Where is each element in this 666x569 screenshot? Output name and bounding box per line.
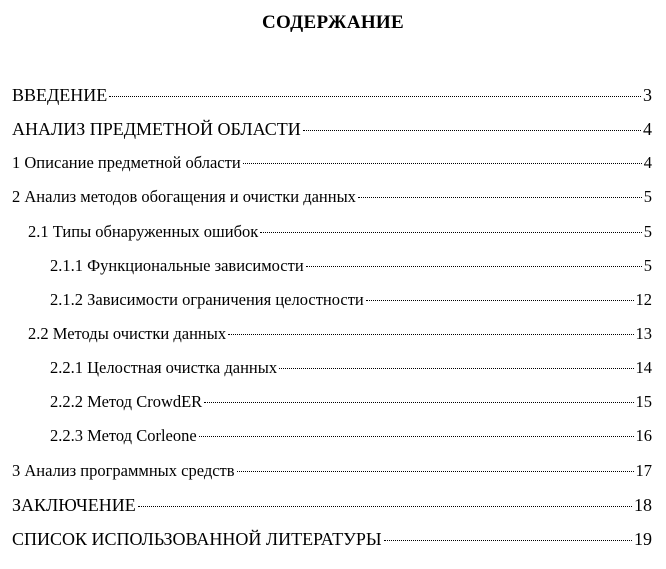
- toc-dot-leader: [384, 540, 632, 541]
- toc-page-number: 18: [634, 494, 652, 515]
- toc-entry-references: [0, 528, 666, 562]
- toc-page-number: 12: [635, 289, 652, 309]
- toc-page-number: 14: [635, 358, 652, 378]
- toc-dot-leader: [243, 163, 642, 164]
- toc-entry-text: СПИСОК ИСПОЛЬЗОВАННОЙ ЛИТЕРАТУРЫ: [12, 528, 382, 549]
- toc-entry-text: 3 Анализ программных средств: [12, 460, 235, 480]
- toc-page-number: 4: [643, 153, 652, 173]
- toc-dot-leader: [237, 471, 634, 472]
- toc-entry-section-2-2: [0, 323, 666, 357]
- toc-page-number: 19: [634, 528, 652, 549]
- toc-page-number: 13: [635, 323, 652, 343]
- toc-dot-leader: [260, 232, 642, 233]
- toc-entry-text: АНАЛИЗ ПРЕДМЕТНОЙ ОБЛАСТИ: [12, 119, 301, 140]
- toc-entry-section-2-1: [0, 221, 666, 255]
- toc-page-number: 4: [643, 119, 652, 140]
- toc-entry-section-1: [0, 152, 666, 186]
- toc-page-number: 16: [635, 426, 652, 446]
- toc-entry-domain-analysis: [0, 118, 666, 152]
- toc-entry-text: ЗАКЛЮЧЕНИЕ: [12, 494, 136, 515]
- toc-entry-text: 2.2 Методы очистки данных: [28, 323, 227, 343]
- toc-entry-text: 2.2.3 Метод Corleone: [50, 426, 197, 446]
- toc-dot-leader: [303, 130, 641, 131]
- toc-dot-leader: [199, 436, 634, 437]
- toc-page-number: 5: [643, 187, 652, 207]
- toc-dot-leader: [366, 300, 634, 301]
- toc-entry-section-2-2-3: [0, 425, 666, 459]
- toc-page-number: 15: [635, 392, 652, 412]
- toc-entry-text: 2.1.1 Функциональные зависимости: [50, 255, 304, 275]
- toc-entry-section-3: [0, 460, 666, 494]
- toc-dot-leader: [358, 197, 642, 198]
- toc-entry-section-2-1-2: [0, 289, 666, 323]
- toc-entry-section-2-2-2: [0, 391, 666, 425]
- toc-page-number: 17: [635, 460, 652, 480]
- toc-entry-introduction: [0, 84, 666, 118]
- toc-entry-section-2-2-1: [0, 357, 666, 391]
- toc-entry-text: ВВЕДЕНИЕ: [12, 85, 108, 105]
- toc-page-number: 5: [643, 255, 652, 275]
- toc-dot-leader: [228, 334, 633, 335]
- toc-dot-leader: [204, 402, 633, 403]
- toc-entry-text: 2.1 Типы обнаруженных ошибок: [28, 221, 259, 241]
- toc-page-number: 3: [643, 85, 652, 105]
- table-of-contents: [0, 84, 666, 562]
- toc-entry-text: 2.2.2 Метод CrowdER: [50, 392, 203, 412]
- toc-entry-conclusion: [0, 494, 666, 528]
- toc-entry-section-2-1-1: [0, 255, 666, 289]
- toc-page-number: 5: [643, 221, 652, 241]
- toc-entry-text: 2.1.2 Зависимости ограничения целостности: [50, 289, 364, 309]
- toc-dot-leader: [138, 506, 632, 507]
- toc-dot-leader: [279, 368, 633, 369]
- toc-dot-leader: [109, 96, 641, 97]
- toc-entry-section-2: [0, 186, 666, 220]
- toc-entry-text: 2.2.1 Целостная очистка данных: [50, 358, 278, 378]
- toc-dot-leader: [306, 266, 642, 267]
- toc-entry-text: 2 Анализ методов обогащения и очистки данных: [12, 187, 356, 207]
- page-title: СОДЕРЖАНИЕ: [262, 12, 404, 33]
- toc-entry-text: 1 Описание предметной области: [12, 153, 241, 173]
